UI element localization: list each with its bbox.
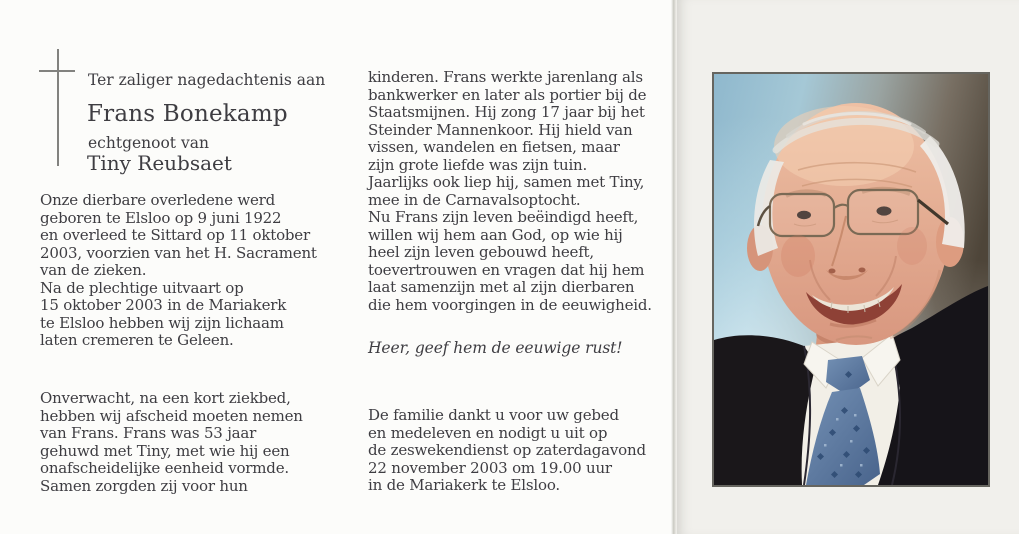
text-line: heel zijn leven gebouwd heeft,	[368, 243, 594, 261]
text-line: Nu Frans zijn leven beëindigd heeft,	[368, 208, 639, 226]
text-line: van Frans. Frans was 53 jaar	[40, 424, 257, 442]
text-line: Onze dierbare overledene werd	[40, 191, 276, 209]
text-line: Staatsmijnen. Hij zong 17 jaar bij het	[368, 103, 645, 121]
text-line: laat samenzijn met al zijn dierbaren	[368, 278, 635, 296]
text-line: willen wij hem aan God, op wie hij	[368, 225, 623, 244]
text-line: laten cremeren te Geleen.	[40, 331, 234, 349]
text-line: en medeleven en nodigt u uit op	[368, 423, 608, 442]
text-line: Samen zorgden zij voor hun	[40, 476, 248, 495]
text-line: die hem voorgingen in de eeuwigheid.	[368, 295, 652, 314]
text-line: 2003, voorzien van het H. Sacrament	[40, 243, 317, 262]
text-line: kinderen. Frans werkte jarenlang als	[368, 68, 643, 86]
portrait-suit-left	[714, 335, 816, 485]
text-line: gehuwd met Tiny, met wie hij een	[40, 441, 290, 460]
text-line: te Elsloo hebben wij zijn lichaam	[40, 313, 284, 332]
text-line: Steinder Mannenkoor. Hij hield van	[368, 120, 633, 139]
text-line: toevertrouwen en vragen dat hij hem	[368, 260, 645, 279]
deceased-name: Frans Bonekamp	[87, 101, 288, 127]
text-line: Onverwacht, na een kort ziekbed,	[40, 389, 291, 407]
text-line: De familie dankt u voor uw gebed	[368, 406, 619, 424]
photo-frame	[712, 72, 990, 487]
paragraph-farewell	[40, 390, 303, 495]
text-line: hebben wij afscheid moeten nemen	[40, 406, 303, 425]
prayer-line: Heer, geef hem de eeuwige rust!	[368, 339, 623, 357]
text-line: Jaarlijks ook liep hij, samen met Tiny,	[368, 173, 645, 191]
text-line: en overleed te Sittard op 11 oktober	[40, 226, 310, 244]
text-line: vissen, wandelen en fietsen, maar	[368, 138, 620, 156]
text-line: in de Mariakerk te Elsloo.	[368, 476, 560, 494]
portrait-photo	[714, 74, 988, 485]
spouse-name: Tiny Reubsaet	[87, 151, 232, 175]
relation-line: echtgenoot van	[88, 134, 209, 152]
text-line: van de zieken.	[40, 261, 147, 279]
text-line: de zeswekendienst op zaterdagavond	[368, 441, 646, 459]
text-line: geboren te Elsloo op 9 juni 1922	[40, 208, 282, 227]
paragraph-birth-death	[40, 192, 317, 350]
paragraph-thanks	[368, 407, 646, 495]
text-line: onafscheidelijke eenheid vormde.	[40, 459, 289, 477]
text-line: Na de plechtige uitvaart op	[40, 278, 244, 297]
text-line: bankwerker en later als portier bij de	[368, 85, 647, 104]
cross-horizontal-bar	[39, 70, 75, 72]
text-line: 22 november 2003 om 19.00 uur	[368, 458, 612, 477]
text-line: zijn grote liefde was zijn tuin.	[368, 155, 588, 174]
intro-line: Ter zaliger nagedachtenis aan	[88, 71, 326, 89]
text-line: mee in de Carnavalsoptocht.	[368, 190, 581, 209]
right-page	[677, 0, 1019, 534]
cross-vertical-bar	[57, 49, 59, 166]
text-line: 15 oktober 2003 in de Mariakerk	[40, 296, 287, 314]
paragraph-biography	[368, 69, 652, 314]
